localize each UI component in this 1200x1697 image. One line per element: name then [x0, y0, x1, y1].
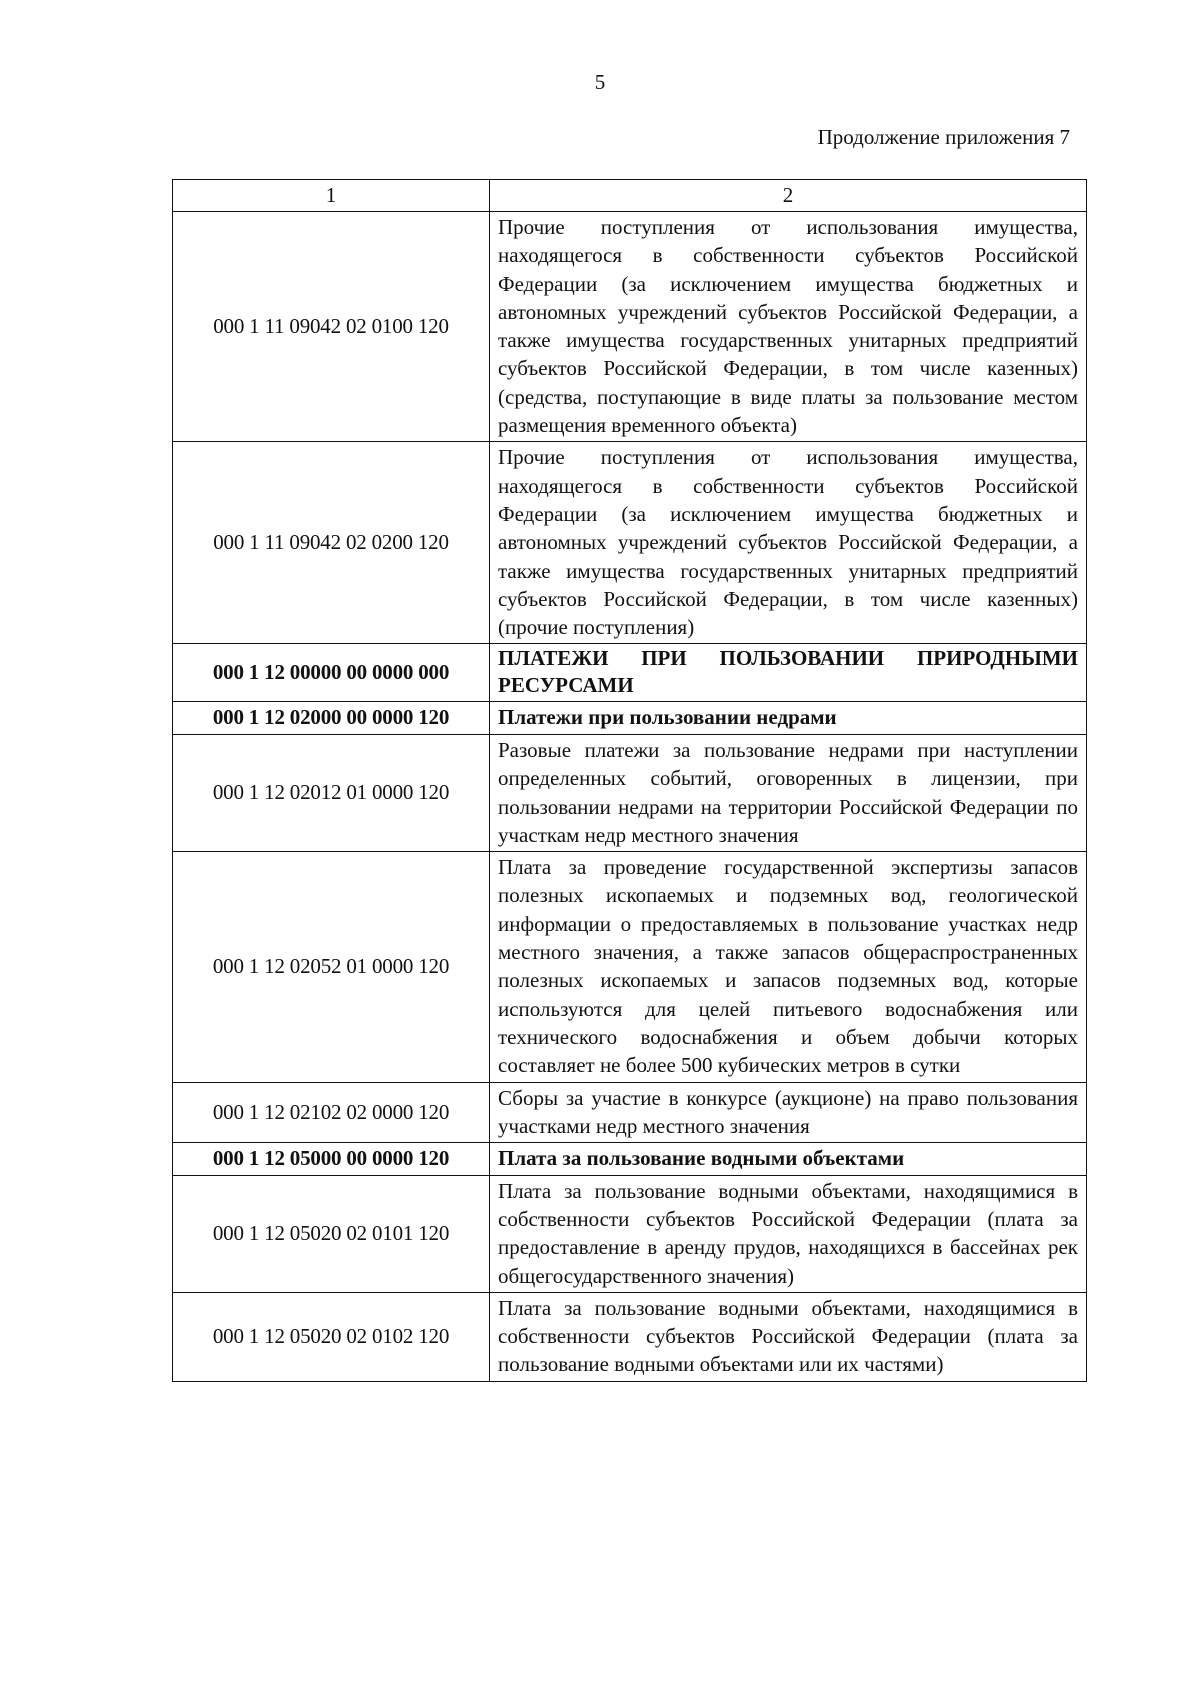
description-cell: Прочие поступления от использования имущества, находящегося в собственности субъектов Российской Федерации (за исключением имущества бюджетных и автономных учреждений субъектов Российской Федерации, а также имущества государственных унитарных предприятий субъектов Российской Федерации, в том числе казенных) (прочие поступления): [490, 442, 1087, 644]
description-cell: ПЛАТЕЖИ ПРИ ПОЛЬЗОВАНИИ ПРИРОДНЫМИ РЕСУРСАМИ: [490, 644, 1087, 702]
table-row: [173, 1082, 1087, 1143]
budget-codes-table: [172, 179, 1087, 1382]
budget-code-cell: 000 1 12 02000 00 0000 120: [173, 702, 490, 735]
description-cell: Плата за пользование водными объектами, находящимися в собственности субъектов Российской Федерации (плата за пользование водными объектами или их частями): [490, 1292, 1087, 1381]
budget-code-cell: 000 1 12 00000 00 0000 000: [173, 644, 490, 702]
description-cell: Плата за проведение государственной экспертизы запасов полезных ископаемых и подземных вод, геологической информации о предоставляемых в пользование участках недр местного значения, а также запасов общераспространенных полезных ископаемых и запасов подземных вод, которые используются для целей питьевого водоснабжения или технического водоснабжения и объем добычи которых составляет не более 500 кубических метров в сутки: [490, 852, 1087, 1082]
table-row-section-heading: [173, 644, 1087, 702]
table-row: [173, 1175, 1087, 1292]
page-number: 5: [594, 70, 606, 94]
table-row: [173, 852, 1087, 1082]
budget-code-cell: 000 1 12 05020 02 0102 120: [173, 1292, 490, 1381]
table-row-subsection-heading: [173, 702, 1087, 735]
continuation-label: Продолжение приложения 7: [817, 125, 1070, 149]
budget-code-cell: 000 1 12 05020 02 0101 120: [173, 1175, 490, 1292]
table-row: [173, 734, 1087, 851]
budget-code-cell: 000 1 12 02012 01 0000 120: [173, 734, 490, 851]
description-cell: Разовые платежи за пользование недрами при наступлении определенных событий, оговоренных в лицензии, при пользовании недрами на территории Российской Федерации по участкам недр местного значения: [490, 734, 1087, 851]
budget-code-cell: 000 1 12 02102 02 0000 120: [173, 1082, 490, 1143]
column-header-code: 1: [173, 180, 490, 212]
budget-code-cell: 000 1 11 09042 02 0100 120: [173, 212, 490, 442]
table-row: [173, 1292, 1087, 1381]
table-header-row: [173, 180, 1087, 212]
description-cell: Сборы за участие в конкурсе (аукционе) на право пользования участками недр местного значения: [490, 1082, 1087, 1143]
table-row-subsection-heading: [173, 1143, 1087, 1176]
budget-code-cell: 000 1 12 05000 00 0000 120: [173, 1143, 490, 1176]
description-cell: Платежи при пользовании недрами: [490, 702, 1087, 735]
description-cell: Прочие поступления от использования имущества, находящегося в собственности субъектов Российской Федерации (за исключением имущества бюджетных и автономных учреждений субъектов Российской Федерации, а также имущества государственных унитарных предприятий субъектов Российской Федерации, в том числе казенных) (средства, поступающие в виде платы за пользование местом размещения временного объекта): [490, 212, 1087, 442]
table-row: [173, 212, 1087, 442]
description-cell: Плата за пользование водными объектами: [490, 1143, 1087, 1176]
description-cell: Плата за пользование водными объектами, находящимися в собственности субъектов Российской Федерации (плата за предоставление в аренду прудов, находящихся в бассейнах рек общегосударственного значения): [490, 1175, 1087, 1292]
budget-code-cell: 000 1 11 09042 02 0200 120: [173, 442, 490, 644]
column-header-description: 2: [490, 180, 1087, 212]
budget-code-cell: 000 1 12 02052 01 0000 120: [173, 852, 490, 1082]
table-row: [173, 442, 1087, 644]
